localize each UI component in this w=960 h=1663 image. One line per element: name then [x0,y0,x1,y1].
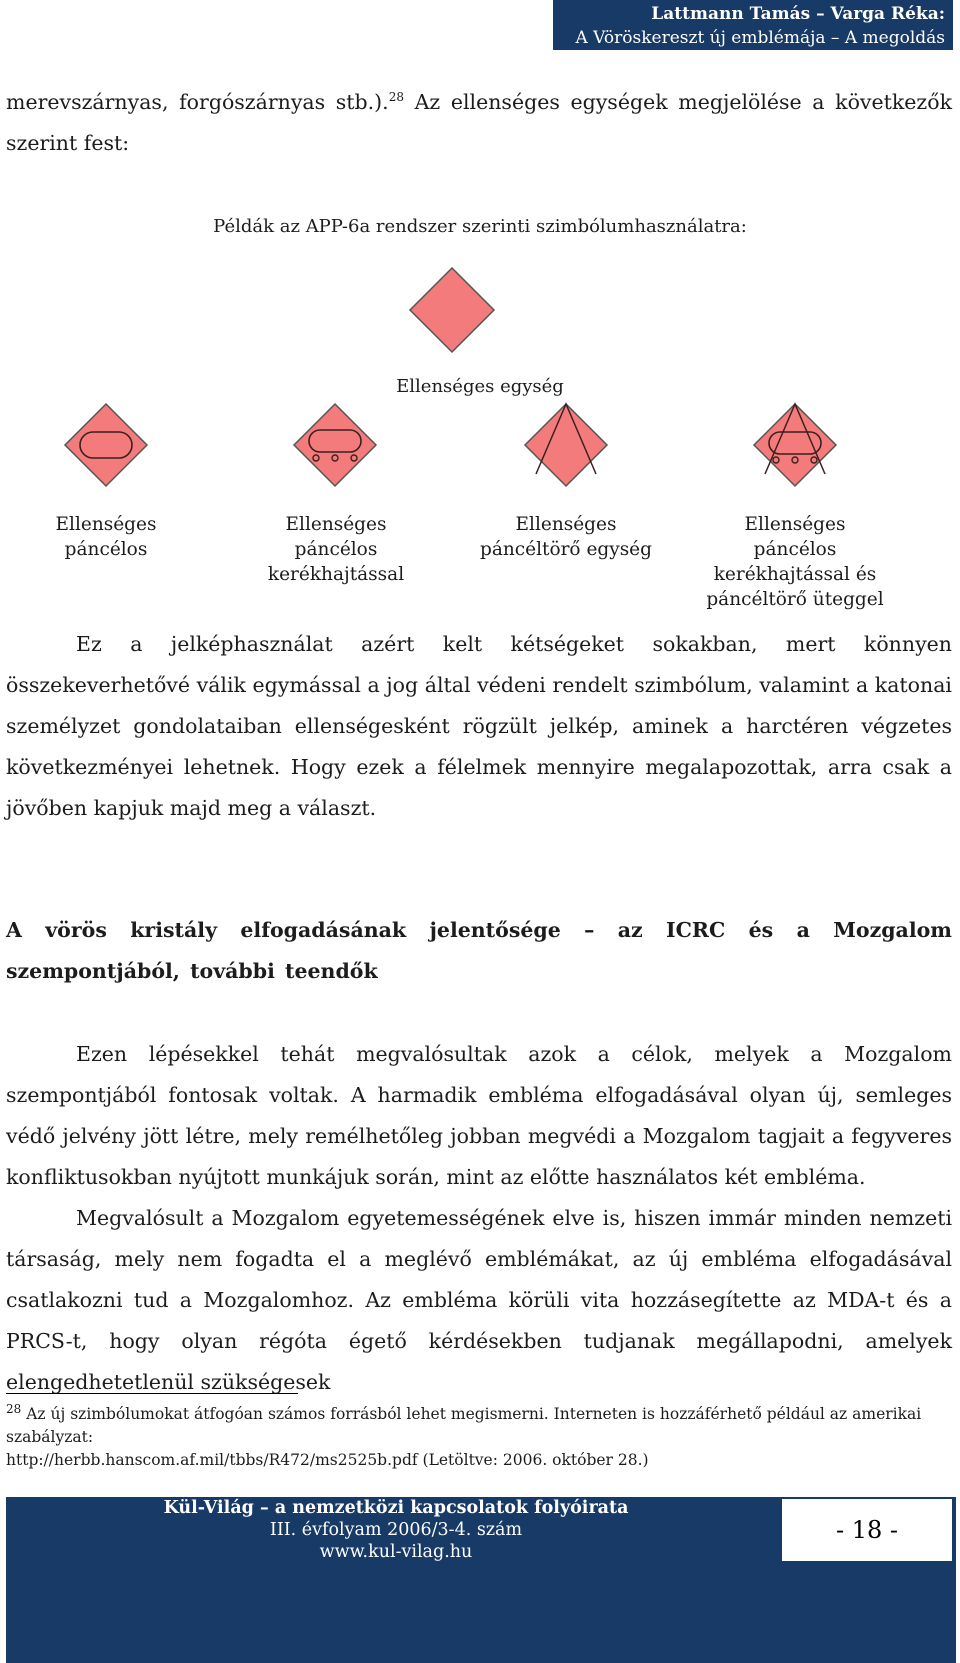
figure-caption: Példák az APP-6a rendszer szerinti szimbólumhasználatra: [213,216,747,237]
enemy-antitank-diamond-icon [523,402,609,488]
enemy-armor-diamond-icon [63,402,149,488]
paragraph-symbol-confusion: Ez a jelképhasználat azért kelt kétségeket sokakban, mert könnyen összekeverhetővé válik egymással a jog által védeni rendelt szimbólum, valamint a katonai személyzet gondolataiban ellenségesként rögzült jelkép, aminek a harctéren végzetes következményei lehetnek. Hogy ezek a félelmek mennyire megalapozottak, arra csak a jövőben kapjuk majd meg a választ. [6,632,952,820]
symbol-label-wheeled-antitank: Ellenséges páncélos kerékhajtással és páncéltörő üteggel [706,514,884,610]
running-header [553,0,953,50]
footnote-access-date: (Letöltve: 2006. október 28.) [417,1451,649,1469]
symbol-label-wheeled-armor: Ellenséges páncélos kerékhajtással [267,514,405,585]
header-title: A Vöröskereszt új emblémája – A megoldás [575,28,945,48]
section-heading: A vörös kristály elfogadásának jelentősége – az ICRC és a Mozgalom szempontjából, további teendők [6,918,952,983]
symbol-label-antitank: Ellenséges páncéltörő egység [480,514,652,560]
footnote-separator [6,1393,298,1394]
footer-banner [6,1497,956,1663]
footnote-text: Az új szimbólumokat átfogóan számos forrásból lehet megismerni. Interneten is hozzáférhető például az amerikai szabályzat: [6,1405,922,1446]
enemy-wheeled-antitank-diamond-icon [752,402,838,488]
enemy-unit-diamond-icon [408,266,496,354]
footnote-number: 28 [6,1401,22,1416]
top-symbol-label: Ellenséges egység [396,376,564,397]
footnote-reference[interactable]: 28 [388,90,404,105]
footer-volume: III. évfolyam 2006/3-4. szám [269,1520,523,1540]
paragraph-universality: Megvalósult a Mozgalom egyetemességének elve is, hiszen immár minden nemzeti társaság, mely nem fogadta el a meglévő emblémákat, az új embléma elfogadásával csatlakozni tud a Mozgalomhoz. Az embléma körüli vita hozzásegítette az MDA-t és a PRCS-t, hogy olyan régóta égető kérdésekben tudjanak megállapodni, amelyek elengedhetetlenül szükségesek [6,1206,952,1394]
footnote-link[interactable]: http://herbb.hanscom.af.mil/tbbs/R472/ms2525b.pdf [6,1451,418,1469]
intro-paragraph [6,82,952,164]
page-number: - 18 - [782,1499,952,1561]
footer-website[interactable]: www.kul-vilag.hu [319,1542,473,1562]
header-authors: Lattmann Tamás – Varga Réka: [651,4,945,24]
footer-journal: Kül-Világ – a nemzetközi kapcsolatok folyóirata [163,1498,629,1518]
intro-text-before: merevszárnyas, forgószárnyas stb.). [6,90,389,114]
enemy-wheeled-armor-diamond-icon [292,402,378,488]
footnote [6,1403,952,1472]
paragraph-goals-achieved: Ezen lépésekkel tehát megvalósultak azok a célok, melyek a Mozgalom szempontjából fontosak voltak. A harmadik embléma elfogadásával olyan új, semleges védő jelvény jött létre, mely remélhetőleg jobban megvédi a Mozgalom tagjait a fegyveres konfliktusokban nyújtott munkájuk során, mint az előtte használatos két embléma. [6,1042,952,1189]
intro-text-after: Az ellenséges egységek megjelölése a következők szerint fest: [6,90,952,155]
footer-text [6,1497,786,1563]
symbol-label-armor: Ellenséges páncélos [55,514,157,560]
